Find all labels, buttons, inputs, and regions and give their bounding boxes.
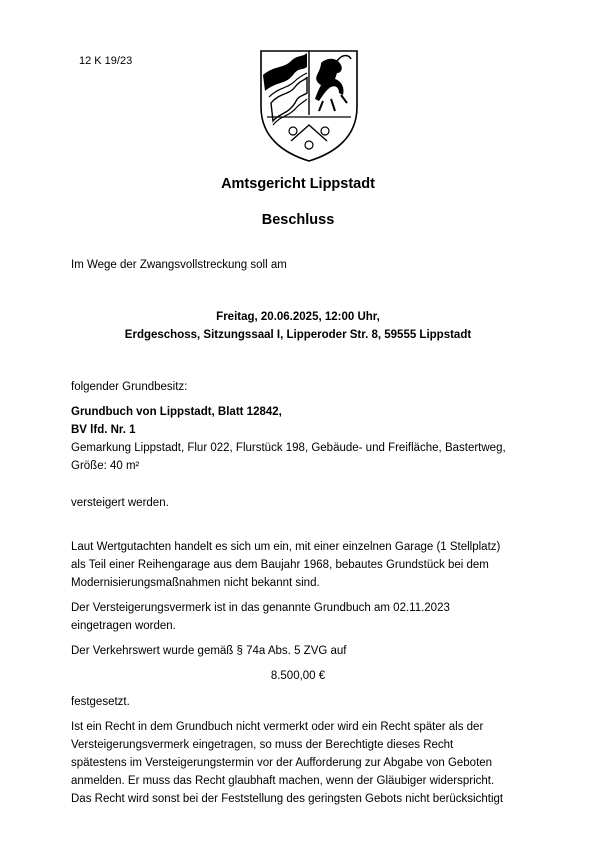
market-value-intro: Der Verkehrswert wurde gemäß § 74a Abs. 5 ZVG auf [71,645,347,657]
property-register: Grundbuch von Lippstadt, Blatt 12842, [71,406,282,418]
case-number: 12 K 19/23 [79,55,133,67]
intro-text: Im Wege der Zwangsvollstreckung soll am [71,259,287,271]
market-value-outro: festgesetzt. [71,696,130,708]
valuation-line: Modernisierungsmaßnahmen nicht bekannt sind. [71,577,320,589]
registration-line: eingetragen worden. [71,620,176,632]
rights-line: Das Recht wird sonst bei der Feststellung des geringsten Gebots nicht berücksichtigt [71,793,504,805]
auctioned-text: versteigert werden. [71,497,169,509]
property-size: Größe: 40 m² [71,460,140,472]
valuation-line: Laut Wertgutachten handelt es sich um ein, mit einer einzelnen Garage (1 Stellplatz) [71,541,501,553]
property-bv: BV lfd. Nr. 1 [71,424,136,436]
registration-line: Der Versteigerungsvermerk ist in das genannte Grundbuch am 02.11.2023 [71,602,450,614]
court-name: Amtsgericht Lippstadt [221,176,375,192]
property-intro: folgender Grundbesitz: [71,381,188,393]
appointment-location: Erdgeschoss, Sitzungssaal I, Lipperoder Str. 8, 59555 Lippstadt [124,329,472,341]
valuation-line: als Teil einer Reihengarage aus dem Baujahr 1968, bebautes Grundstück bei dem [71,559,489,571]
appointment-datetime: Freitag, 20.06.2025, 12:00 Uhr, [216,311,380,323]
market-value-amount: 8.500,00 € [270,670,326,682]
property-description-line: Gemarkung Lippstadt, Flur 022, Flurstück 198, Gebäude- und Freifläche, Bastertweg, [71,442,506,454]
rights-line: Versteigerungsvermerk eingetragen, so muss der Berechtigte dieses Recht [71,739,454,751]
coat-of-arms-icon [257,45,361,163]
rights-line: Ist ein Recht in dem Grundbuch nicht vermerkt oder wird ein Recht später als der [71,721,484,733]
rights-line: spätestens im Versteigerungstermin vor der Aufforderung zur Abgabe von Geboten [71,757,493,769]
rights-line: anmelden. Er muss das Recht glaubhaft machen, wenn der Gläubiger widerspricht. [71,775,495,787]
document-title: Beschluss [261,212,335,228]
